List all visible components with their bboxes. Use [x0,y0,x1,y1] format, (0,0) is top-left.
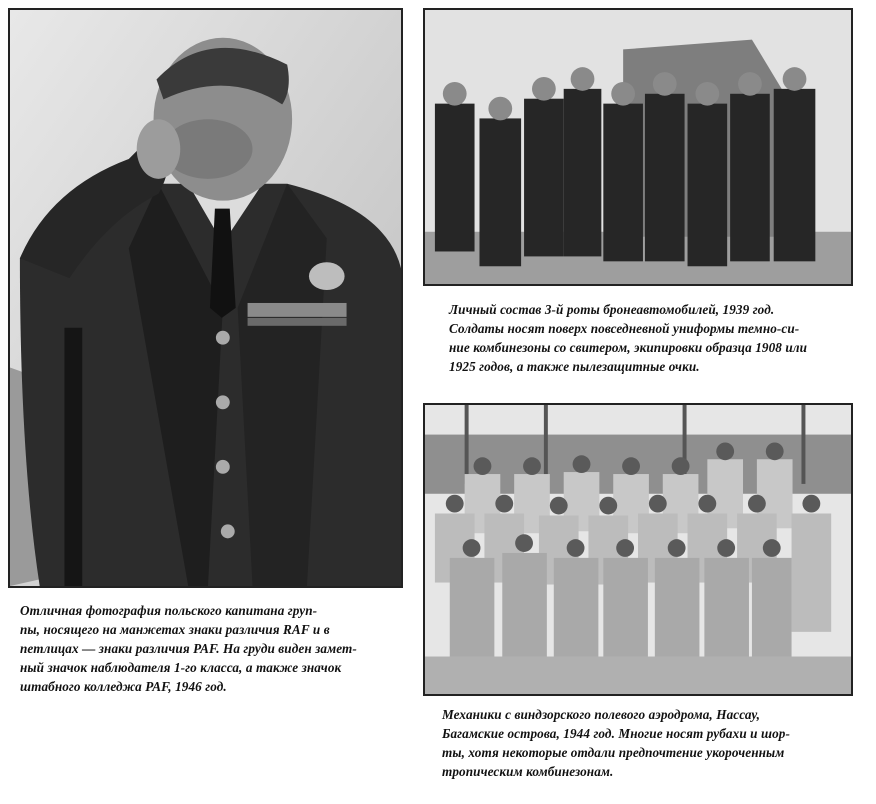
caption-line: ние комбинезоны со свитером, экипировки образца 1908 или [449,340,808,355]
portrait-caption [20,601,400,696]
caption-line: Солдаты носят поверх повседневной униформы темно-си- [449,321,800,336]
officer-portrait-image [10,10,401,586]
caption-line: пы, носящего на манжетах знаки различия RAF и в [20,622,330,637]
caption-line: ный значок наблюдателя 1-го класса, а также значок [20,660,342,675]
mechanics-photo [423,403,853,696]
mechanics-group-image [425,405,851,694]
armored-company-group-image [425,10,851,284]
caption-line: 1925 годов, а также пылезащитные очки. [449,359,700,374]
caption-line: Механики с виндзорского полевого аэродрома, Нассау, [442,707,761,722]
caption-line: Багамские острова, 1944 год. Многие носят рубахи и шор- [442,726,790,741]
caption-line: тропическим комбинезонам. [442,764,614,779]
armored-company-caption [449,300,849,376]
caption-line: ты, хотя некоторые отдали предпочтение укороченным [442,745,785,760]
caption-line: штабного колледжа РАF, 1946 год. [20,679,227,694]
portrait-photo [8,8,403,588]
armored-company-photo [423,8,853,286]
mechanics-caption [442,705,854,781]
caption-line: Отличная фотография польского капитана груп- [20,603,318,618]
caption-line: петлицах — знаки различия РАF. На груди виден замет- [20,641,357,656]
caption-line: Личный состав 3-й роты бронеавтомобилей, 1939 год. [449,302,775,317]
